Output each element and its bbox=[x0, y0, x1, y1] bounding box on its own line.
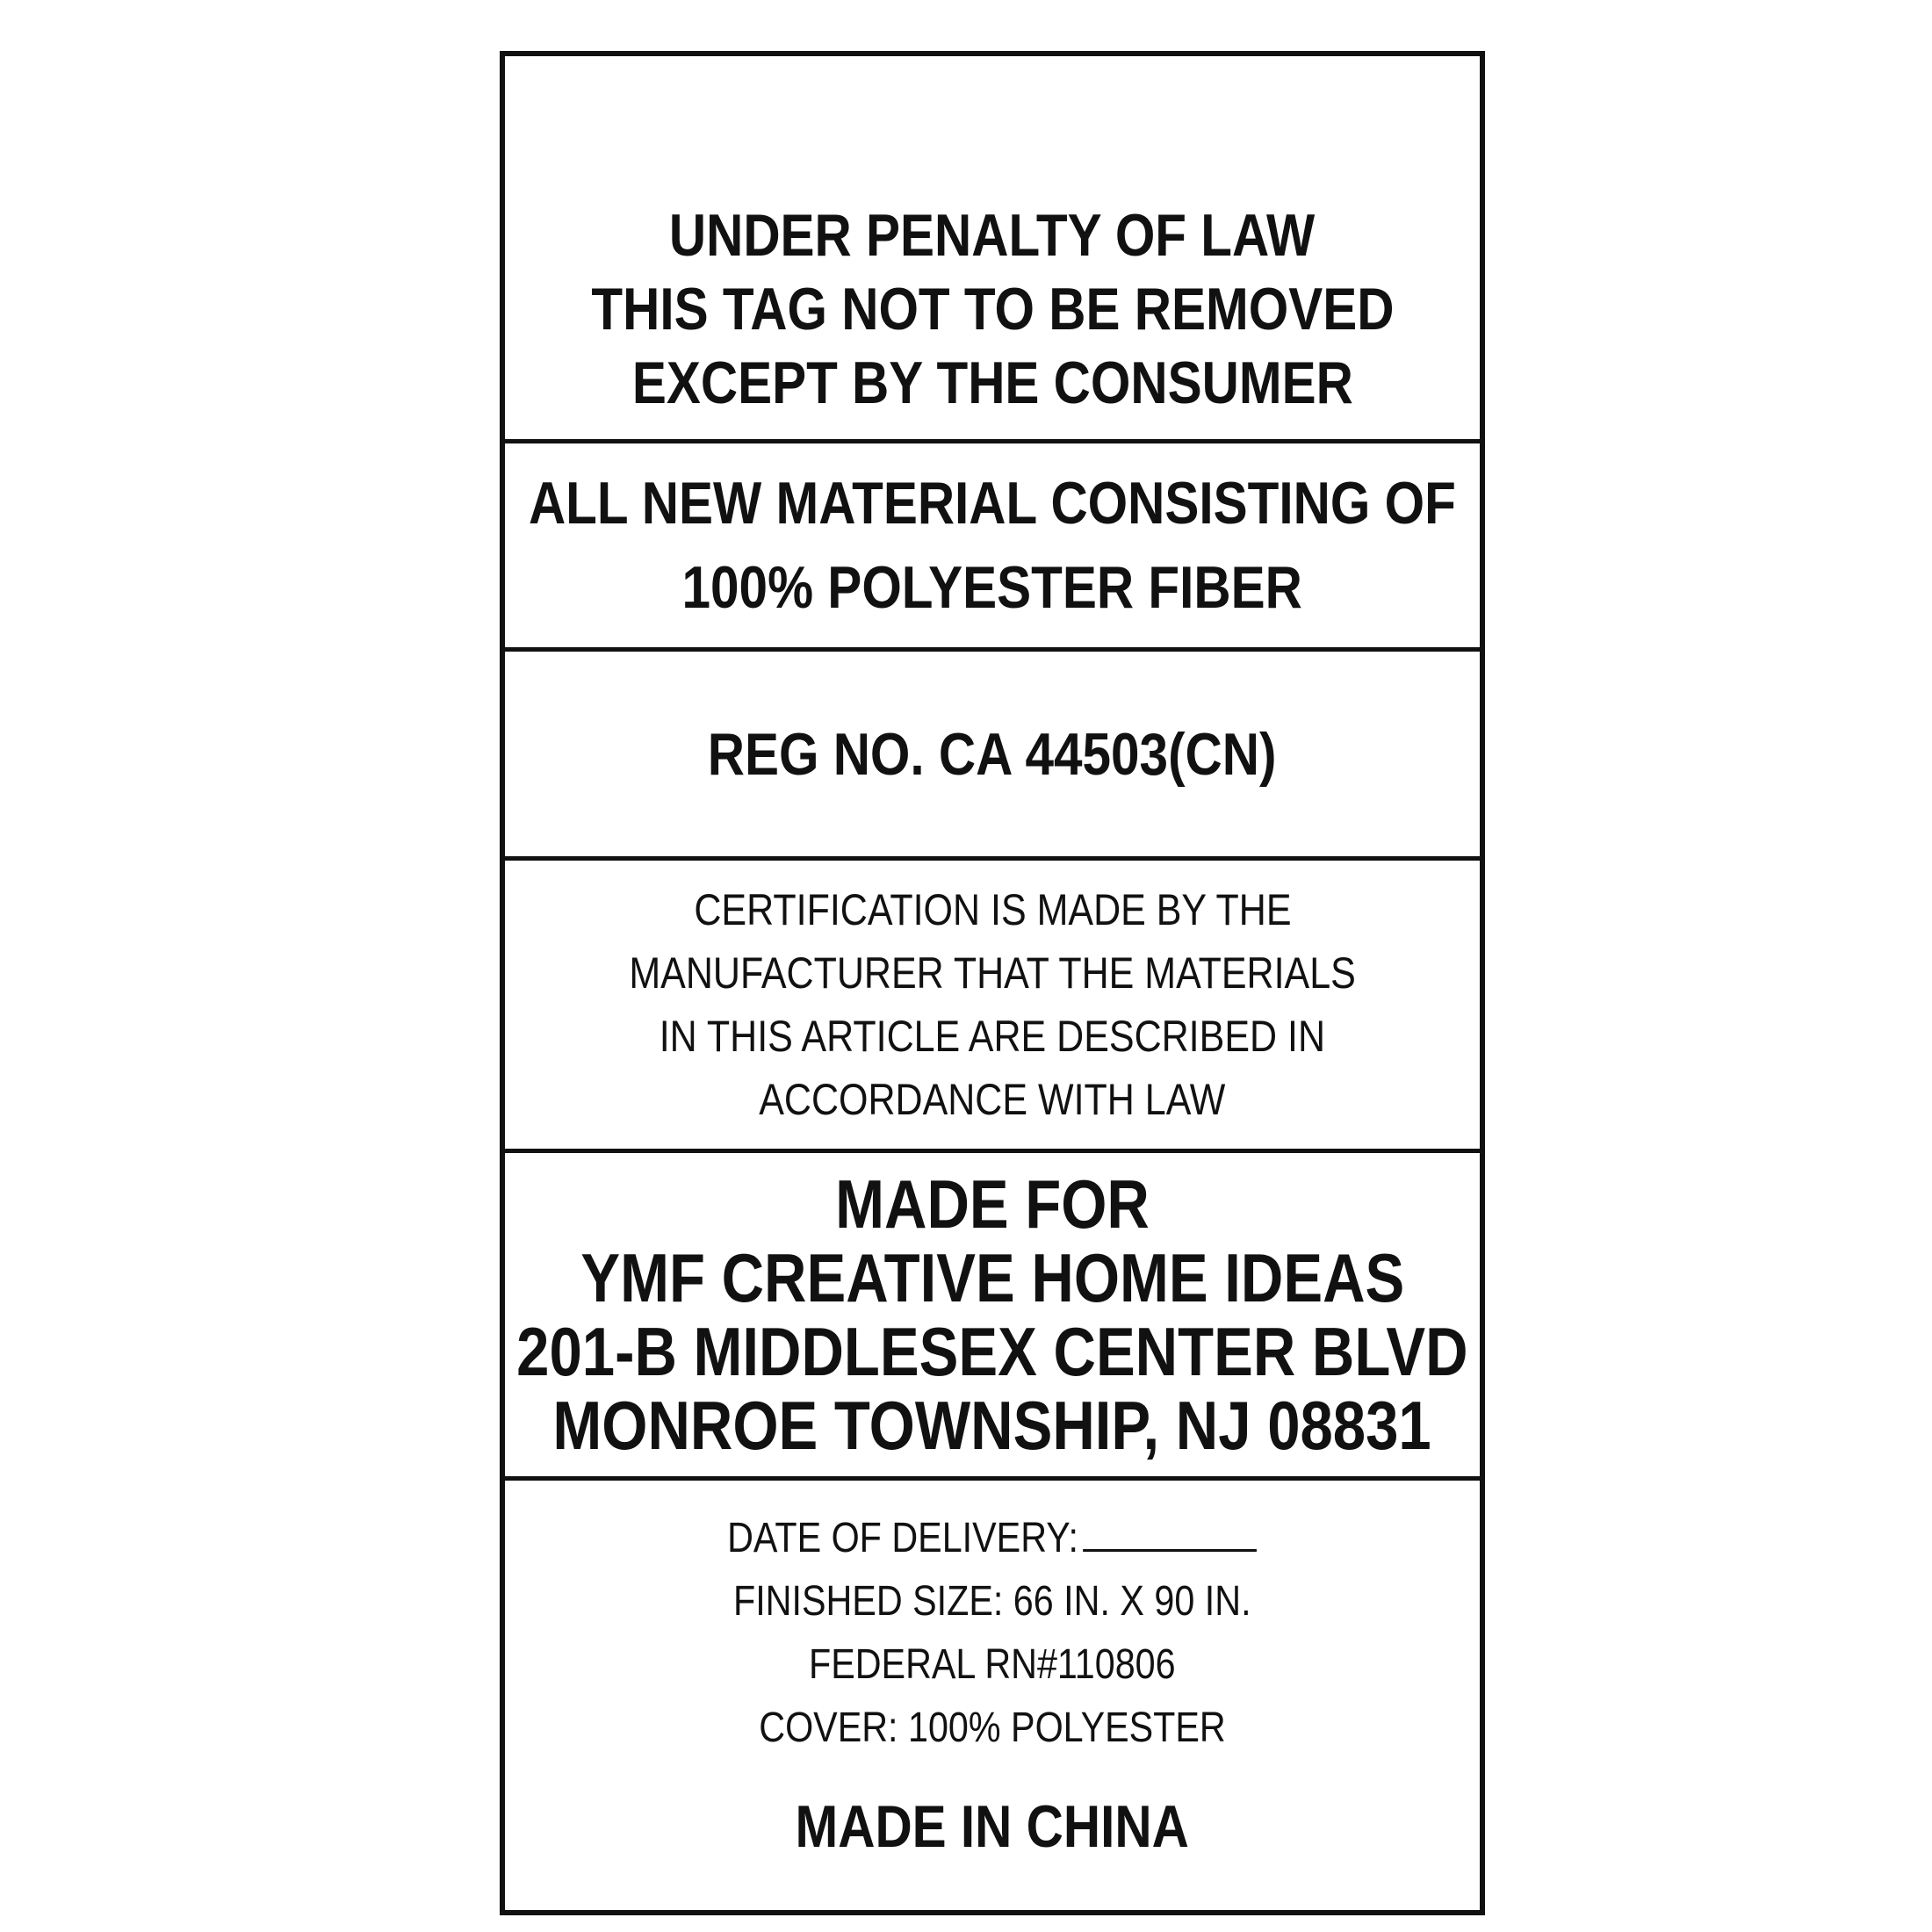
material-line-1: ALL NEW MATERIAL CONSISTING OF bbox=[529, 470, 1456, 537]
certification-line-2: MANUFACTURER THAT THE MATERIALS bbox=[629, 948, 1356, 998]
finished-size: FINISHED SIZE: 66 IN. X 90 IN. bbox=[733, 1578, 1251, 1625]
delivery-date-row bbox=[728, 1507, 1258, 1570]
delivery-date-blank bbox=[1084, 1549, 1258, 1552]
material-section bbox=[505, 443, 1480, 647]
material-line-2: 100% POLYESTER FIBER bbox=[681, 554, 1303, 621]
made-for-line-2: YMF CREATIVE HOME IDEAS bbox=[580, 1239, 1404, 1316]
made-for-line-4: MONROE TOWNSHIP, NJ 08831 bbox=[552, 1387, 1432, 1464]
delivery-date-label: DATE OF DELIVERY: bbox=[727, 1515, 1079, 1561]
warning-line-2: THIS TAG NOT TO BE REMOVED bbox=[590, 276, 1395, 342]
certification-line-1: CERTIFICATION IS MADE BY THE bbox=[693, 885, 1292, 934]
made-for-section bbox=[505, 1153, 1480, 1476]
warning-line-1: UNDER PENALTY OF LAW bbox=[669, 202, 1316, 269]
certification-line-4: ACCORDANCE WITH LAW bbox=[759, 1075, 1226, 1124]
country-of-origin: MADE IN CHINA bbox=[795, 1793, 1190, 1860]
certification-section bbox=[505, 861, 1480, 1149]
cover-material: COVER: 100% POLYESTER bbox=[759, 1705, 1226, 1751]
law-tag bbox=[500, 51, 1485, 1915]
made-for-line-1: MADE FOR bbox=[835, 1165, 1150, 1243]
details-section bbox=[505, 1481, 1480, 1915]
warning-section bbox=[505, 56, 1480, 439]
registration-number: REG NO. CA 44503(CN) bbox=[708, 720, 1277, 788]
federal-rn: FEDERAL RN#110806 bbox=[809, 1641, 1176, 1688]
warning-line-3: EXCEPT BY THE CONSUMER bbox=[631, 350, 1353, 416]
made-for-line-3: 201-B MIDDLESEX CENTER BLVD bbox=[516, 1313, 1468, 1390]
registration-section bbox=[505, 652, 1480, 856]
certification-line-3: IN THIS ARTICLE ARE DESCRIBED IN bbox=[659, 1012, 1326, 1061]
